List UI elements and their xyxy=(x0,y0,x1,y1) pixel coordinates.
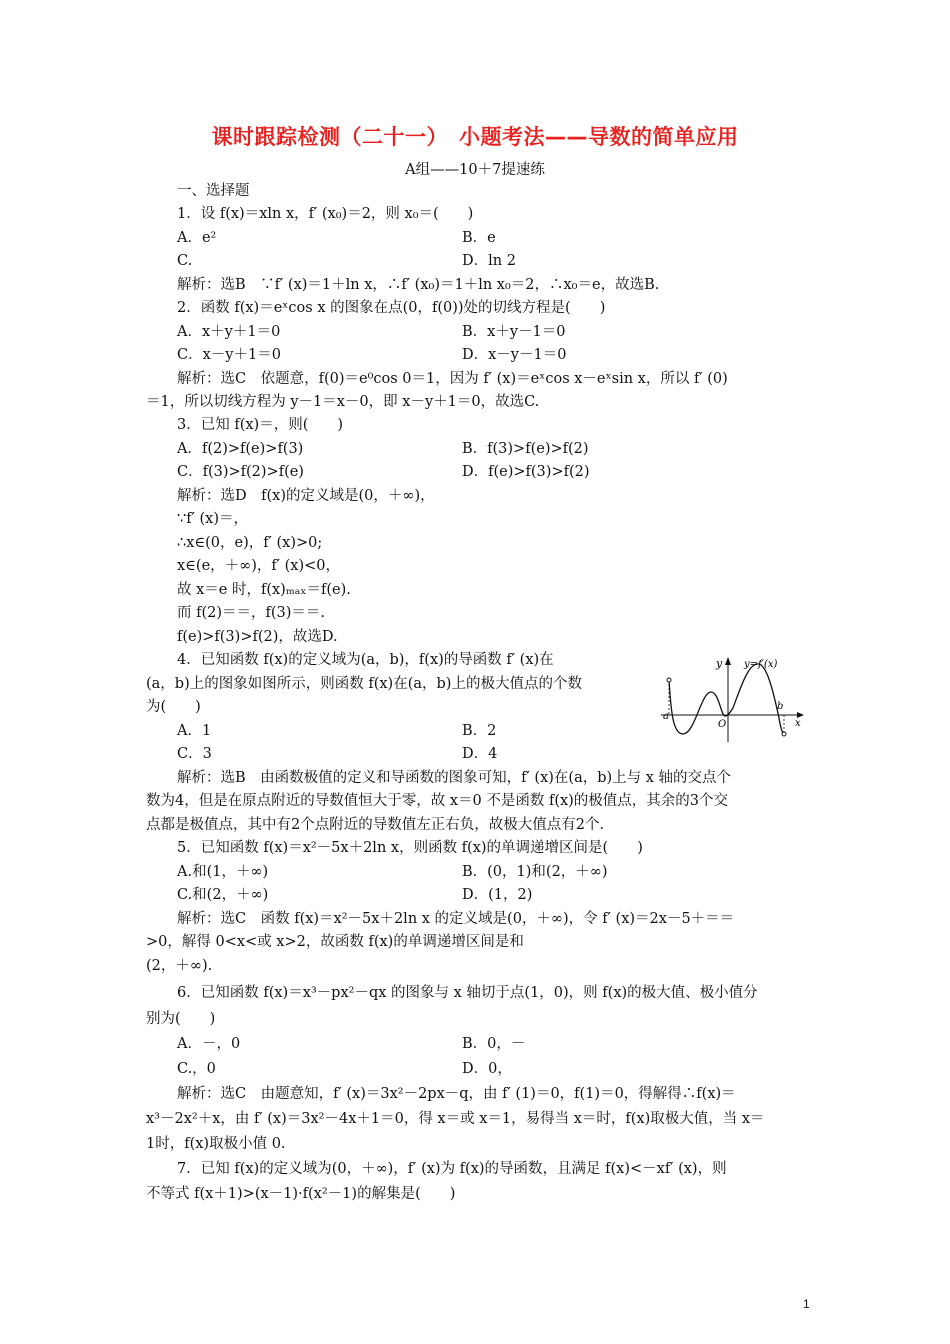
solution-line: ∴x∈(0，e)，f′ (x)>0; xyxy=(177,535,323,551)
solution-line: 故 x＝e 时，f(x)ₘₐₓ＝f(e). xyxy=(177,582,351,598)
page-number: 1 xyxy=(803,1297,810,1311)
solution-line: 1时，f(x)取极小值 0. xyxy=(146,1136,286,1152)
origin-label: O xyxy=(718,719,727,730)
solution-line: 解析：选C 函数 f(x)＝x²－5x＋2ln x 的定义域是(0，＋∞)，令 f′ (x)＝2x－5＋＝＝ xyxy=(177,911,735,927)
solution-line: 点都是极值点，其中有2个点附近的导数值左正右负，故极大值点有2个. xyxy=(146,817,605,833)
option-line: D．0， xyxy=(462,1061,512,1077)
option-line: C.，0 xyxy=(177,1061,216,1077)
solution-line: >0，解得 0<x<或 x>2，故函数 f(x)的单调递增区间是和 xyxy=(146,934,524,950)
solution-line: 而 f(2)＝＝，f(3)＝＝. xyxy=(177,605,326,621)
option-line: D．4 xyxy=(462,746,498,762)
solution-line: 数为4，但是在原点附近的导数值恒大于零，故 x＝0 不是函数 f(x)的极值点，其余的3个交 xyxy=(146,793,729,809)
option-line: D．x－y－1＝0 xyxy=(462,347,567,363)
option-line: A．f(2)>f(e)>f(3) xyxy=(177,441,304,457)
option-line: C. xyxy=(177,253,193,269)
question-line: 1．设 f(x)＝xln x，f′ (x₀)＝2，则 x₀＝( ) xyxy=(177,206,474,222)
option-line: A．－，0 xyxy=(177,1036,241,1052)
option-line: A．e² xyxy=(177,230,217,246)
option-line: B．e xyxy=(462,230,496,246)
option-line: D．f(e)>f(3)>f(2) xyxy=(462,464,590,480)
option-line: A．x＋y＋1＝0 xyxy=(177,324,281,340)
question-line: 4．已知函数 f(x)的定义域为(a，b)，f(x)的导函数 f′ (x)在 xyxy=(177,652,554,668)
solution-line: 解析：选B 由函数极值的定义和导函数的图象可知，f′ (x)在(a，b)上与 x 轴的交点个 xyxy=(177,770,732,786)
option-line: C．f(3)>f(2)>f(e) xyxy=(177,464,304,480)
option-line: C.和(2，＋∞) xyxy=(177,887,269,903)
y-axis-label: y xyxy=(716,657,723,670)
solution-line: x³－2x²＋x，由 f′ (x)＝3x²－4x＋1＝0，得 x＝或 x＝1，易得当 x＝时，f(x)取极大值，当 x＝ xyxy=(146,1111,765,1127)
solution-line: 解析：选C 由题意知，f′ (x)＝3x²－2px－q，由 f′ (1)＝0，f(1)＝0，得解得∴f(x)＝ xyxy=(177,1086,736,1102)
question-line: 别为( ) xyxy=(146,1011,216,1027)
section-heading: 一、选择题 xyxy=(177,183,250,199)
point-a-label: a xyxy=(663,711,669,722)
page-title: 课时跟踪检测（二十一） 小题考法——导数的简单应用 xyxy=(211,125,739,149)
curve-label: y=f′(x) xyxy=(744,659,778,670)
question-line: (a，b)上的图象如图所示，则函数 f(x)在(a，b)上的极大值点的个数 xyxy=(146,676,582,692)
page-subtitle: A组——10＋7提速练 xyxy=(405,162,545,178)
point-b-label: b xyxy=(777,701,784,712)
solution-line: ∵f′ (x)＝， xyxy=(177,511,248,527)
x-axis-label: x xyxy=(795,718,801,729)
option-line: B．f(3)>f(e)>f(2) xyxy=(462,441,589,457)
question-line: 3．已知 f(x)＝，则( ) xyxy=(177,417,344,433)
solution-line: (2，＋∞). xyxy=(146,958,213,974)
option-line: B．0，－ xyxy=(462,1036,526,1052)
option-line: B．x＋y－1＝0 xyxy=(462,324,566,340)
option-line: D．(1，2) xyxy=(462,887,533,903)
solution-line: f(e)>f(3)>f(2)，故选D. xyxy=(177,629,338,645)
solution-line: x∈(e，＋∞)，f′ (x)<0， xyxy=(177,558,341,574)
option-line: B．2 xyxy=(462,723,497,739)
question-line: 7．已知 f(x)的定义域为(0，＋∞)，f′ (x)为 f(x)的导函数，且满足 f(x)<－xf′ (x)，则 xyxy=(177,1161,727,1177)
option-line: C．3 xyxy=(177,746,212,762)
option-line: A．1 xyxy=(177,723,212,739)
option-line: B．(0，1)和(2，＋∞) xyxy=(462,864,608,880)
option-line: C．x－y＋1＝0 xyxy=(177,347,281,363)
question-line: 为( ) xyxy=(146,699,201,715)
solution-line: 解析：选B ∵f′ (x)＝1＋ln x，∴f′ (x₀)＝1＋ln x₀＝2，∴x₀＝e，故选B. xyxy=(177,277,660,293)
solution-line: 解析：选C 依题意，f(0)＝e⁰cos 0＝1，因为 f′ (x)＝eˣcos x－eˣsin x，所以 f′ (0) xyxy=(177,371,728,387)
option-line: A.和(1，＋∞) xyxy=(177,864,269,880)
question-line: 不等式 f(x＋1)>(x－1)·f(x²－1)的解集是( ) xyxy=(146,1186,456,1202)
solution-line: 解析：选D f(x)的定义域是(0，＋∞)， xyxy=(177,488,435,504)
question-line: 2．函数 f(x)＝eˣcos x 的图象在点(0，f(0))处的切线方程是( ) xyxy=(177,300,606,316)
question-line: 6．已知函数 f(x)＝x³－px²－qx 的图象与 x 轴切于点(1，0)，则 f(x)的极大值、极小值分 xyxy=(177,985,758,1001)
question-line: 5．已知函数 f(x)＝x²－5x＋2ln x，则函数 f(x)的单调递增区间是( ) xyxy=(177,840,643,856)
solution-line: ＝1，所以切线方程为 y－1＝x－0，即 x－y＋1＝0，故选C. xyxy=(146,394,540,410)
option-line: D．ln 2 xyxy=(462,253,516,269)
derivative-graph-figure xyxy=(661,650,806,743)
